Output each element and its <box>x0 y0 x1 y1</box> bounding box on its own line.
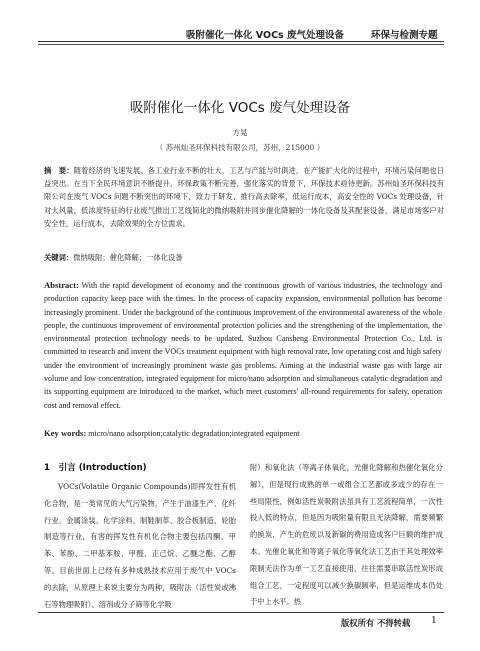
abstract-cn-text: 随着经济的飞速发展、各工业行业不断的壮大，工艺与产能与时俱进，在产能扩大化的过程中，环境污染问题也日益突出。在当下全民环境意识不断提升、环保政策不断完善，强化落实的背景下，环保技术亟待更新。苏州灿圣环保科技有限公司在废气 VOCs 问题不断突出的环境下，致力于研发、推行高去除率，低运行成本，高安全性的 VOCs 处理设备，针对大风量，低浓度特征的行业废气推出工艺线简化的微纳吸附并同步催化降解的一体化设备及其配套设备，满足市场客户对安全性，运行成本，去除效果的全方位需求。 <box>44 166 444 228</box>
keywords-cn <box>44 252 444 264</box>
column-name: 环保与检测专题 <box>371 30 438 41</box>
running-header <box>0 0 480 46</box>
keywords-cn-label: 关键词： <box>44 253 74 262</box>
copyright-notice: 版权所有 不得转载 <box>341 618 411 628</box>
section-text-left: VOCs(Volatile Organic Compounds)即挥发性有机化合物，是一类常见的大气污染物，产生于油漆生产、化纤行业、金属涂装、化学涂料、制鞋制革、胶合板制造、轮胎制造等行业，有害的挥发性有机化合物主要包括丙酮、甲苯、苯酚、二甲基苯胺、甲醛、正己烷、乙醚之酯、乙醇等。目前世面上已经有多种成熟技术应用于废气中 VOCs 的去除，从原理上来说主要分为两种，吸附法（活性炭或沸石等物理吸附）、溶剂或分子筛等化学吸 <box>44 482 236 609</box>
body-column-right <box>250 460 443 611</box>
keywords-en <box>44 427 442 440</box>
header-rule <box>38 41 444 42</box>
page-number: 1 <box>431 614 437 626</box>
abstract-cn <box>44 164 444 230</box>
abstract-en <box>44 279 442 412</box>
keywords-en-text: micro/nano adsorption;catalytic degradation;integrated equipment <box>88 429 300 438</box>
abstract-en-label: Abstract: <box>44 280 79 290</box>
running-title: 吸附催化一体化 VOCs 废气处理设备 <box>186 30 345 41</box>
article-title: 吸附催化一体化 VOCs 废气处理设备 <box>129 100 351 116</box>
keywords-cn-text: 微纳吸附；催化降解；一体化设备 <box>73 253 183 262</box>
section-text-right: 附）和氧化法（等离子体氧化，光催化降解和热催化氧化分解），但是现行成熟的单一或组合工艺都或多或少的存在一些局限性，例如活性炭吸附法虽具有工艺流程简单，一次性投入低的特点，但是因为吸附量有限且无法降解，需要频繁的换炭，产生的危废以及新碳的费用造成客户巨额的维护成本。光催化氧化和等离子氧化等氧化法工艺由于其处理效率限制无法作为单一工艺直接使用，往往需要串联活性炭形成组合工艺，一定程度可以减少换碳频率，但是运维成本仍处于中上水平。热 <box>250 463 443 607</box>
author: 方晃 <box>232 128 248 137</box>
body-column-left <box>44 460 236 613</box>
keywords-en-label: Key words: <box>44 428 87 438</box>
footer-rule <box>38 612 444 613</box>
header-rule-thin <box>38 44 444 45</box>
abstract-en-text: With the rapid development of economy and the continuous growth of various industries, the technology and production capacity keep pace with the times. In the process of capacity expansion, environmental pollution has become increasingly prominent. Under the background of the continuous improvement of the environmental awareness of the whole people, the continuous improvement of environmental protection policies and the strengthening of the implementation, the environmental protection technology needs to be updated. Suzhou Cansheng Environmental Protection Co., Ltd. is committed to research and invent the VOCs treatment equipment with high removal rate, low operating cost and high safety under the environment of increasingly prominent waste gas problems. Aiming at the industrial waste gas with large air volume and low concentration, integrated equipment for micro/nano adsorption and simultaneous catalytic degradation and its supporting equipment are introduced to the market, which meet customers' all-round requirements for safety, operation cost and removal effect. <box>44 281 442 410</box>
abstract-cn-label: 摘 要： <box>44 166 74 175</box>
affiliation: （ 苏州灿圣环保科技有限公司，苏州，215000 ） <box>155 143 325 152</box>
section-heading: 1 引言 (Introduction) <box>44 463 147 473</box>
